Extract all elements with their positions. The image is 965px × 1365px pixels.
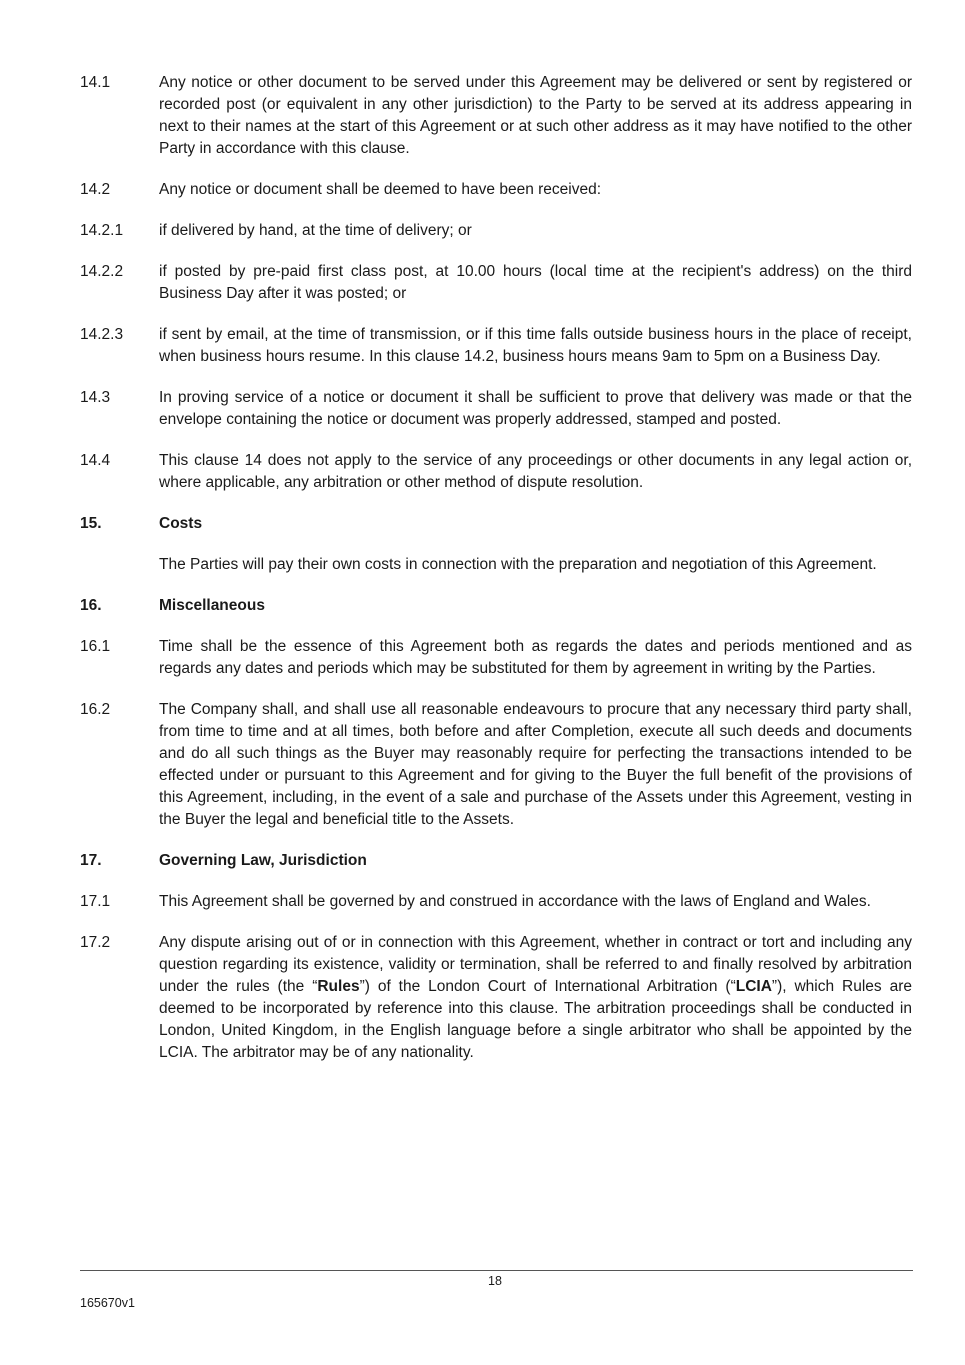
section-heading-15: [80, 513, 912, 535]
clause-number: 14.1: [80, 74, 111, 91]
clause-14-2-2: [80, 261, 912, 305]
defined-term-lcia: LCIA: [735, 978, 772, 995]
section-number: 16.: [80, 597, 102, 614]
document-body: [80, 72, 912, 1083]
clause-text: if delivered by hand, at the time of delivery; or: [159, 222, 472, 239]
clause-text: This clause 14 does not apply to the service of any proceedings or other documents in any legal action or, where applicable, any arbitration or other method of dispute resolution.: [159, 452, 912, 491]
clause-number: 14.2.3: [80, 326, 124, 343]
clause-14-1: [80, 72, 912, 160]
clause-17-2: [80, 932, 912, 1064]
clause-text-part: ”), which Rules are deemed to be incorporated by reference into this clause. The arbitration proceedings shall be conducted in London, United Kingdom, in the English language before a single arbitrator who shall be appointed by the LCIA. The arbitrator may be of any nationality.: [159, 978, 912, 1061]
clause-14-3: [80, 387, 912, 431]
document-reference: 165670v1: [80, 1296, 135, 1310]
clause-number: 14.2.1: [80, 222, 124, 239]
clause-number: 14.3: [80, 389, 111, 406]
section-heading-16: [80, 595, 912, 617]
section-number: 17.: [80, 852, 102, 869]
clause-number: 17.2: [80, 934, 111, 951]
clause-text: if sent by email, at the time of transmission, or if this time falls outside business hours in the place of receipt, when business hours resume. In this clause 14.2, business hours means 9am to 5pm on a Business Day.: [159, 326, 912, 365]
clause-15-body: The Parties will pay their own costs in connection with the preparation and negotiation of this Agreement.: [159, 556, 877, 573]
page-number: 18: [488, 1274, 502, 1288]
section-heading-17: [80, 850, 912, 872]
clause-14-4: [80, 450, 912, 494]
clause-text: Any notice or document shall be deemed to have been received:: [159, 181, 602, 198]
clause-number: 14.2.2: [80, 263, 124, 280]
clause-14-2: [80, 179, 912, 201]
clause-number: 17.1: [80, 893, 111, 910]
clause-number: 14.2: [80, 181, 111, 198]
clause-text: The Company shall, and shall use all reasonable endeavours to procure that any necessary third party shall, from time to time and at all times, both before and after Completion, execute all such deeds and documents and do all such things as the Buyer may reasonably require for perfecting the transactions intended to be effected under or pursuant to this Agreement and for giving to the Buyer the full benefit of the provisions of this Agreement, including, in the event of a sale and purchase of the Assets under this Agreement, vesting in the Buyer the legal and beneficial title to the Assets.: [159, 701, 912, 828]
clause-number: 14.4: [80, 452, 111, 469]
clause-text-part: ”) of the London Court of International Arbitration (“: [359, 978, 736, 995]
clause-text: This Agreement shall be governed by and construed in accordance with the laws of England and Wales.: [159, 893, 871, 910]
clause-14-2-3: [80, 324, 912, 368]
clause-number: 16.2: [80, 701, 111, 718]
section-title: Governing Law, Jurisdiction: [159, 852, 367, 869]
clause-14-2-1: [80, 220, 912, 242]
clause-17-1: [80, 891, 912, 913]
clause-number: 16.1: [80, 638, 111, 655]
section-title: Costs: [159, 515, 203, 532]
clause-text: Any notice or other document to be served under this Agreement may be delivered or sent by registered or recorded post (or equivalent in any other jurisdiction) to the Party to be served at its address appearing in next to their names at the start of this Agreement or at such other address as it may have notified to the other Party in accordance with this clause.: [159, 74, 912, 157]
clause-16-1: [80, 636, 912, 680]
clause-text-part: Any dispute arising out of or in connection with this Agreement, whether in contract or tort and including any question regarding its existence, validity or termination, shall be referred to and finally resolved by arbitration under the rules (the “: [159, 934, 912, 995]
defined-term-rules: Rules: [317, 978, 360, 995]
section-number: 15.: [80, 515, 102, 532]
footer-divider: [80, 1270, 913, 1271]
clause-16-2: [80, 699, 912, 831]
clause-text: if posted by pre-paid first class post, at 10.00 hours (local time at the recipient's address) on the third Business Day after it was posted; or: [159, 263, 912, 302]
section-title: Miscellaneous: [159, 597, 265, 614]
clause-text: Time shall be the essence of this Agreement both as regards the dates and periods mentioned and as regards any dates and periods which may be substituted for them by agreement in writing by the Parties.: [159, 638, 912, 677]
clause-text: In proving service of a notice or document it shall be sufficient to prove that delivery was made or that the envelope containing the notice or document was properly addressed, stamped and posted.: [159, 389, 912, 428]
clause-text: [159, 932, 912, 1064]
